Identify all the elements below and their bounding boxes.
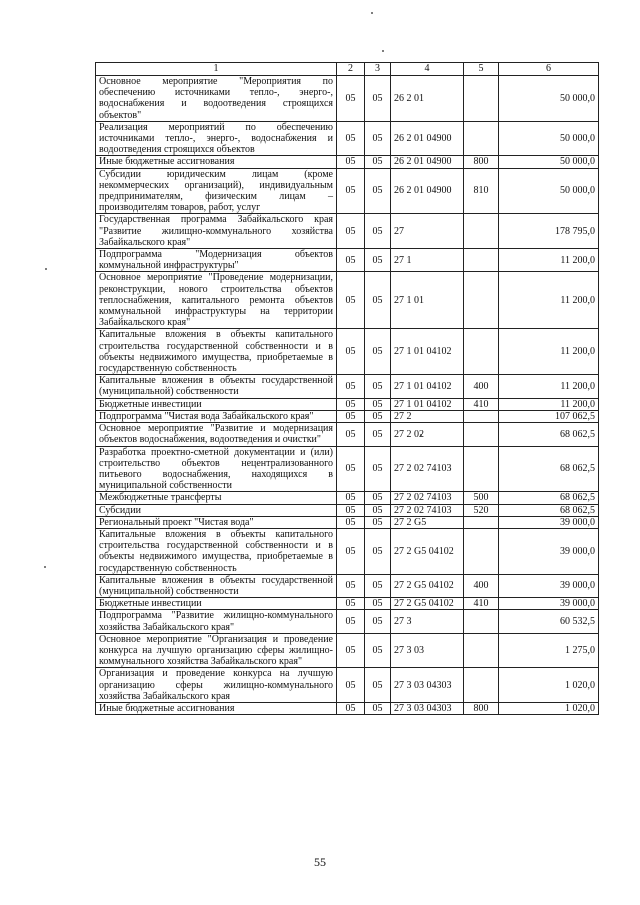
cell-section: 05 (337, 702, 365, 714)
table-row (96, 574, 599, 597)
cell-subsection: 05 (365, 156, 391, 168)
cell-amount: 11 200,0 (499, 249, 599, 272)
cell-amount: 11 200,0 (499, 398, 599, 410)
cell-target-article: 27 3 03 04303 (391, 702, 464, 714)
table-row (96, 516, 599, 528)
cell-amount: 50 000,0 (499, 168, 599, 214)
cell-subsection: 05 (365, 272, 391, 329)
budget-table (95, 62, 599, 715)
cell-section: 05 (337, 504, 365, 516)
cell-target-article: 27 1 01 04102 (391, 398, 464, 410)
cell-name: Бюджетные инвестиции (96, 398, 337, 410)
cell-target-article: 27 (391, 214, 464, 249)
table-row (96, 446, 599, 492)
cell-expense-type: 800 (464, 156, 499, 168)
cell-name: Межбюджетные трансферты (96, 492, 337, 504)
cell-expense-type: 410 (464, 598, 499, 610)
cell-expense-type (464, 610, 499, 633)
cell-expense-type: 400 (464, 375, 499, 398)
cell-subsection: 05 (365, 504, 391, 516)
cell-section: 05 (337, 446, 365, 492)
scan-speck (45, 268, 47, 270)
cell-amount: 178 795,0 (499, 214, 599, 249)
table-header-row (96, 63, 599, 76)
column-header-name: 1 (96, 63, 337, 76)
cell-subsection: 05 (365, 398, 391, 410)
cell-name: Иные бюджетные ассигнования (96, 702, 337, 714)
cell-name: Подпрограмма "Развитие жилищно-коммунального хозяйства Забайкальского края" (96, 610, 337, 633)
cell-section: 05 (337, 492, 365, 504)
cell-name: Подпрограмма "Модернизация объектов коммунальной инфраструктуры" (96, 249, 337, 272)
table-row (96, 272, 599, 329)
cell-target-article: 27 2 G5 04102 (391, 598, 464, 610)
cell-section: 05 (337, 329, 365, 375)
cell-target-article: 27 1 01 04102 (391, 329, 464, 375)
column-header-subsection: 3 (365, 63, 391, 76)
cell-target-article: 27 2 (391, 410, 464, 422)
cell-section: 05 (337, 249, 365, 272)
table-row (96, 398, 599, 410)
cell-name: Капитальные вложения в объекты государственной (муниципальной) собственности (96, 375, 337, 398)
cell-amount: 39 000,0 (499, 528, 599, 574)
cell-amount: 1 020,0 (499, 702, 599, 714)
cell-section: 05 (337, 633, 365, 668)
cell-section: 05 (337, 375, 365, 398)
table-row (96, 702, 599, 714)
table-row (96, 528, 599, 574)
cell-target-article: 26 2 01 (391, 76, 464, 122)
table-row (96, 156, 599, 168)
cell-target-article: 27 3 (391, 610, 464, 633)
cell-subsection: 05 (365, 668, 391, 703)
cell-subsection: 05 (365, 610, 391, 633)
cell-amount: 60 532,5 (499, 610, 599, 633)
cell-name: Иные бюджетные ассигнования (96, 156, 337, 168)
cell-subsection: 05 (365, 76, 391, 122)
column-header-target-article: 4 (391, 63, 464, 76)
cell-name: Основное мероприятие "Организация и проведение конкурса на лучшую организацию сферы жилищно-коммунального хозяйства Забайкальского края" (96, 633, 337, 668)
cell-name: Капитальные вложения в объекты капитального строительства государственной собственности и в объекты недвижимого имущества, приобретаемые в государственную собственность (96, 329, 337, 375)
table-row (96, 375, 599, 398)
cell-expense-type (464, 121, 499, 156)
cell-target-article: 27 2 02 74103 (391, 446, 464, 492)
cell-amount: 50 000,0 (499, 156, 599, 168)
cell-section: 05 (337, 410, 365, 422)
cell-subsection: 05 (365, 516, 391, 528)
cell-section: 05 (337, 214, 365, 249)
cell-name: Государственная программа Забайкальского края "Развитие жилищно-коммунального хозяйства Забайкальского края" (96, 214, 337, 249)
table-row (96, 249, 599, 272)
cell-subsection: 05 (365, 423, 391, 446)
cell-name: Капитальные вложения в объекты капитального строительства государственной собственности и в объекты недвижимого имущества, приобретаемые в государственную собственность (96, 528, 337, 574)
cell-expense-type: 500 (464, 492, 499, 504)
table-row (96, 504, 599, 516)
cell-amount: 39 000,0 (499, 598, 599, 610)
cell-amount: 68 062,5 (499, 423, 599, 446)
table-row (96, 121, 599, 156)
cell-amount: 11 200,0 (499, 375, 599, 398)
cell-target-article: 27 2 G5 (391, 516, 464, 528)
cell-expense-type (464, 633, 499, 668)
cell-section: 05 (337, 423, 365, 446)
cell-section: 05 (337, 168, 365, 214)
column-header-expense-type: 5 (464, 63, 499, 76)
table-row (96, 410, 599, 422)
cell-target-article: 27 1 01 (391, 272, 464, 329)
cell-subsection: 05 (365, 168, 391, 214)
cell-amount: 68 062,5 (499, 492, 599, 504)
cell-subsection: 05 (365, 528, 391, 574)
cell-name: Капитальные вложения в объекты государственной (муниципальной) собственности (96, 574, 337, 597)
cell-subsection: 05 (365, 574, 391, 597)
cell-subsection: 05 (365, 598, 391, 610)
cell-section: 05 (337, 528, 365, 574)
cell-subsection: 05 (365, 410, 391, 422)
table-row (96, 633, 599, 668)
cell-expense-type: 800 (464, 702, 499, 714)
cell-amount: 68 062,5 (499, 446, 599, 492)
cell-expense-type (464, 446, 499, 492)
cell-subsection: 05 (365, 121, 391, 156)
cell-expense-type (464, 329, 499, 375)
table-row (96, 329, 599, 375)
cell-section: 05 (337, 598, 365, 610)
table-row (96, 598, 599, 610)
cell-expense-type (464, 410, 499, 422)
cell-target-article: 27 3 03 04303 (391, 668, 464, 703)
cell-expense-type (464, 249, 499, 272)
cell-target-article: 26 2 01 04900 (391, 156, 464, 168)
cell-target-article: 27 2 G5 04102 (391, 574, 464, 597)
cell-name: Основное мероприятие "Развитие и модернизация объектов водоснабжения, водоотведения и очистки" (96, 423, 337, 446)
cell-target-article: 27 2 02 74103 (391, 504, 464, 516)
cell-name: Бюджетные инвестиции (96, 598, 337, 610)
cell-target-article: 26 2 01 04900 (391, 168, 464, 214)
cell-name: Субсидии юридическим лицам (кроме некоммерческих организаций), индивидуальным предпринимателям, физическим лицам – производителям товаров, работ, услуг (96, 168, 337, 214)
cell-expense-type (464, 76, 499, 122)
cell-expense-type: 810 (464, 168, 499, 214)
cell-expense-type (464, 423, 499, 446)
cell-expense-type (464, 528, 499, 574)
cell-expense-type (464, 516, 499, 528)
table-row (96, 492, 599, 504)
cell-subsection: 05 (365, 492, 391, 504)
cell-section: 05 (337, 272, 365, 329)
table-row (96, 668, 599, 703)
table-row (96, 214, 599, 249)
cell-section: 05 (337, 516, 365, 528)
cell-amount: 11 200,0 (499, 272, 599, 329)
table-row (96, 423, 599, 446)
cell-target-article: 27 2 02 (391, 423, 464, 446)
cell-subsection: 05 (365, 249, 391, 272)
cell-subsection: 05 (365, 214, 391, 249)
cell-expense-type (464, 668, 499, 703)
cell-amount: 68 062,5 (499, 504, 599, 516)
cell-amount: 39 000,0 (499, 516, 599, 528)
cell-subsection: 05 (365, 375, 391, 398)
cell-expense-type: 410 (464, 398, 499, 410)
cell-expense-type: 520 (464, 504, 499, 516)
cell-expense-type (464, 272, 499, 329)
page-number: 55 (314, 855, 326, 869)
cell-target-article: 27 2 02 74103 (391, 492, 464, 504)
cell-expense-type: 400 (464, 574, 499, 597)
cell-amount: 107 062,5 (499, 410, 599, 422)
cell-section: 05 (337, 610, 365, 633)
column-header-amount: 6 (499, 63, 599, 76)
cell-subsection: 05 (365, 446, 391, 492)
column-header-section: 2 (337, 63, 365, 76)
cell-subsection: 05 (365, 329, 391, 375)
scan-speck (371, 12, 373, 14)
cell-target-article: 27 1 01 04102 (391, 375, 464, 398)
cell-amount: 50 000,0 (499, 76, 599, 122)
cell-name: Реализация мероприятий по обеспечению источниками тепло-, энерго-, водоснабжения и водоотведения строящихся объектов (96, 121, 337, 156)
cell-amount: 1 020,0 (499, 668, 599, 703)
table-row (96, 610, 599, 633)
scan-speck (382, 50, 384, 52)
cell-amount: 50 000,0 (499, 121, 599, 156)
cell-section: 05 (337, 76, 365, 122)
cell-subsection: 05 (365, 633, 391, 668)
cell-target-article: 26 2 01 04900 (391, 121, 464, 156)
cell-name: Субсидии (96, 504, 337, 516)
cell-target-article: 27 3 03 (391, 633, 464, 668)
cell-expense-type (464, 214, 499, 249)
cell-amount: 11 200,0 (499, 329, 599, 375)
cell-section: 05 (337, 398, 365, 410)
cell-section: 05 (337, 156, 365, 168)
cell-target-article: 27 1 (391, 249, 464, 272)
cell-name: Основное мероприятие "Проведение модернизации, реконструкции, нового строительства объектов теплоснабжения, капитального ремонта объектов коммунальной инфраструктуры на территории Забайкальского края" (96, 272, 337, 329)
cell-name: Региональный проект "Чистая вода" (96, 516, 337, 528)
table-row (96, 76, 599, 122)
cell-target-article: 27 2 G5 04102 (391, 528, 464, 574)
cell-section: 05 (337, 668, 365, 703)
table-row (96, 168, 599, 214)
cell-name: Подпрограмма "Чистая вода Забайкальского края" (96, 410, 337, 422)
cell-name: Основное мероприятие "Мероприятия по обеспечению источниками тепло-, энерго-, водоснабжения и водоотведения строящихся объектов" (96, 76, 337, 122)
cell-section: 05 (337, 121, 365, 156)
table-body (96, 76, 599, 715)
cell-amount: 39 000,0 (499, 574, 599, 597)
cell-subsection: 05 (365, 702, 391, 714)
cell-amount: 1 275,0 (499, 633, 599, 668)
cell-name: Организация и проведение конкурса на лучшую организацию сферы жилищно-коммунального хозяйства Забайкальского края (96, 668, 337, 703)
scan-speck (44, 566, 46, 568)
cell-section: 05 (337, 574, 365, 597)
cell-name: Разработка проектно-сметной документации и (или) строительство объектов нецентрализованного питьевого водоснабжения, находящихся в муниципальной собственности (96, 446, 337, 492)
